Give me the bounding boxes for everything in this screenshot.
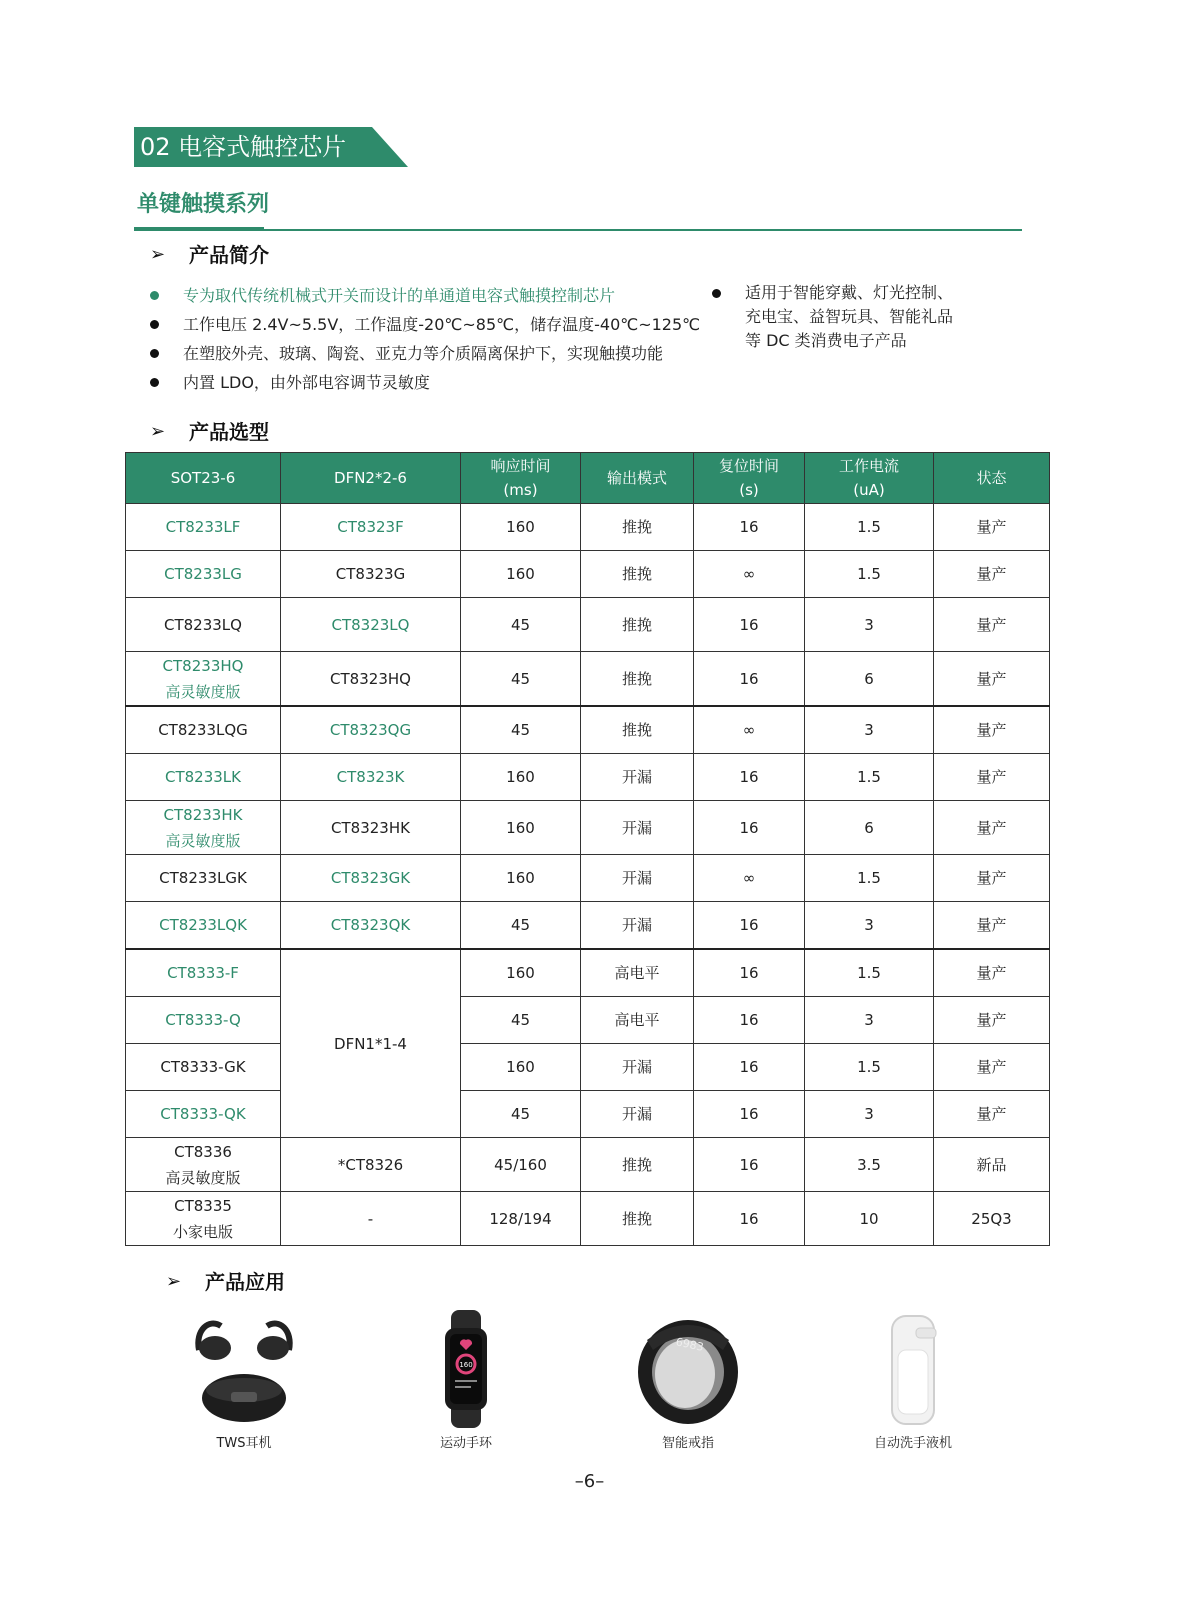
sot-model: CT8233LK xyxy=(126,754,281,801)
sot-model: CT8233LGK xyxy=(126,855,281,902)
output-mode: 推挽 xyxy=(581,652,694,707)
response-time: 160 xyxy=(461,504,581,551)
application-caption: TWS耳机 xyxy=(216,1436,272,1451)
selection-heading: 产品选型 xyxy=(189,420,269,444)
output-mode: 高电平 xyxy=(581,949,694,997)
reset-time: 16 xyxy=(694,598,805,652)
dfn-model: CT8323K xyxy=(281,754,461,801)
working-current: 10 xyxy=(805,1192,934,1246)
bullet-dot-icon xyxy=(150,320,159,329)
arrow-bullet-icon: ➢ xyxy=(150,421,166,442)
response-time: 160 xyxy=(461,551,581,598)
response-time: 45/160 xyxy=(461,1138,581,1192)
table-row xyxy=(126,855,1050,902)
response-time: 128/194 xyxy=(461,1192,581,1246)
status: 25Q3 xyxy=(934,1192,1050,1246)
output-mode: 推挽 xyxy=(581,706,694,754)
working-current: 1.5 xyxy=(805,551,934,598)
reset-time: 16 xyxy=(694,997,805,1044)
working-current: 3 xyxy=(805,997,934,1044)
table-row xyxy=(126,801,1050,855)
application-caption: 自动洗手液机 xyxy=(873,1436,952,1451)
intro-bullet: 工作电压 2.4V~5.5V，工作温度-20℃~85℃，储存温度-40℃~125℃ xyxy=(150,310,710,339)
output-mode: 开漏 xyxy=(581,1044,694,1091)
dfn-model: CT8323QK xyxy=(281,902,461,950)
intro-bullet-list xyxy=(150,281,710,397)
sot-model: CT8333-GK xyxy=(126,1044,281,1091)
output-mode: 开漏 xyxy=(581,855,694,902)
bullet-dot-icon xyxy=(150,349,159,358)
dfn-model: CT8323HQ xyxy=(281,652,461,707)
application-item xyxy=(833,1310,993,1454)
response-time: 160 xyxy=(461,801,581,855)
reset-time: ∞ xyxy=(694,855,805,902)
response-time: 45 xyxy=(461,706,581,754)
status: 量产 xyxy=(934,754,1050,801)
smart-ring-icon xyxy=(633,1310,743,1428)
response-time: 45 xyxy=(461,1091,581,1138)
table-row xyxy=(126,902,1050,950)
status: 量产 xyxy=(934,949,1050,997)
response-time: 160 xyxy=(461,855,581,902)
working-current: 1.5 xyxy=(805,754,934,801)
sot-model: CT8233LF xyxy=(126,504,281,551)
reset-time: 16 xyxy=(694,902,805,950)
dfn-model: CT8323F xyxy=(281,504,461,551)
intro-bullet: 内置 LDO，由外部电容调节灵敏度 xyxy=(150,368,710,397)
response-time: 45 xyxy=(461,997,581,1044)
svg-text:160: 160 xyxy=(459,1361,473,1369)
table-row xyxy=(126,551,1050,598)
response-time: 160 xyxy=(461,1044,581,1091)
working-current: 1.5 xyxy=(805,504,934,551)
working-current: 3 xyxy=(805,706,934,754)
table-row xyxy=(126,754,1050,801)
output-mode: 开漏 xyxy=(581,902,694,950)
status: 量产 xyxy=(934,997,1050,1044)
col-header-current: 工作电流 (uA) xyxy=(805,453,934,504)
dfn-model: CT8323HK xyxy=(281,801,461,855)
dfn-model: CT8323GK xyxy=(281,855,461,902)
status: 量产 xyxy=(934,1091,1050,1138)
table-header-row xyxy=(126,453,1050,504)
col-header-reset: 复位时间 (s) xyxy=(694,453,805,504)
response-time: 160 xyxy=(461,754,581,801)
sot-model: CT8233LG xyxy=(126,551,281,598)
output-mode: 开漏 xyxy=(581,1091,694,1138)
product-selection-table xyxy=(125,452,1050,1246)
dfn-model: CT8323LQ xyxy=(281,598,461,652)
reset-time: 16 xyxy=(694,1138,805,1192)
dfn-model: - xyxy=(281,1192,461,1246)
title-divider xyxy=(134,229,1022,231)
status: 量产 xyxy=(934,706,1050,754)
table-row xyxy=(126,706,1050,754)
reset-time: ∞ xyxy=(694,706,805,754)
intro-bullet: 专为取代传统机械式开关而设计的单通道电容式触摸控制芯片 xyxy=(150,281,710,310)
soap-dispenser-icon xyxy=(858,1310,968,1428)
reset-time: ∞ xyxy=(694,551,805,598)
output-mode: 推挽 xyxy=(581,551,694,598)
svg-text:6983: 6983 xyxy=(674,1335,705,1354)
col-header-mode: 输出模式 xyxy=(581,453,694,504)
table-row xyxy=(126,1044,1050,1091)
reset-time: 16 xyxy=(694,949,805,997)
status: 量产 xyxy=(934,598,1050,652)
application-item xyxy=(164,1310,324,1454)
section-tab-label: 02 电容式触控芯片 xyxy=(140,133,347,161)
table-row xyxy=(126,1138,1050,1192)
status: 量产 xyxy=(934,652,1050,707)
dfn-model: DFN1*1-4 xyxy=(281,949,461,1138)
working-current: 3 xyxy=(805,598,934,652)
arrow-bullet-icon: ➢ xyxy=(150,244,166,265)
arrow-bullet-icon: ➢ xyxy=(166,1271,182,1292)
working-current: 1.5 xyxy=(805,855,934,902)
application-bullet: 适用于智能穿戴、灯光控制、 充电宝、益智玩具、智能礼品 等 DC 类消费电子产品 xyxy=(712,281,1002,353)
output-mode: 推挽 xyxy=(581,1192,694,1246)
intro-heading: 产品简介 xyxy=(189,243,269,267)
output-mode: 开漏 xyxy=(581,754,694,801)
table-row xyxy=(126,598,1050,652)
working-current: 1.5 xyxy=(805,949,934,997)
working-current: 1.5 xyxy=(805,1044,934,1091)
fitness-band-icon xyxy=(411,1310,521,1428)
application-item xyxy=(608,1310,768,1454)
status: 量产 xyxy=(934,902,1050,950)
reset-time: 16 xyxy=(694,1044,805,1091)
col-header-dfn: DFN2*2-6 xyxy=(281,453,461,504)
applications-heading: 产品应用 xyxy=(205,1270,285,1294)
table-row xyxy=(126,1192,1050,1246)
sot-model: CT8333-F xyxy=(126,949,281,997)
dfn-model: *CT8326 xyxy=(281,1138,461,1192)
application-caption: 运动手环 xyxy=(439,1436,492,1451)
status: 量产 xyxy=(934,504,1050,551)
output-mode: 推挽 xyxy=(581,598,694,652)
output-mode: 推挽 xyxy=(581,504,694,551)
status: 量产 xyxy=(934,855,1050,902)
earbuds-icon xyxy=(189,1310,299,1428)
response-time: 160 xyxy=(461,949,581,997)
working-current: 3.5 xyxy=(805,1138,934,1192)
working-current: 3 xyxy=(805,1091,934,1138)
application-caption: 智能戒指 xyxy=(661,1436,714,1451)
sot-model: CT8333-QK xyxy=(126,1091,281,1138)
status: 量产 xyxy=(934,801,1050,855)
table-row xyxy=(126,1091,1050,1138)
output-mode: 高电平 xyxy=(581,997,694,1044)
sot-model: CT8336 高灵敏度版 xyxy=(126,1138,281,1192)
dfn-model: CT8323QG xyxy=(281,706,461,754)
applications-row xyxy=(0,1310,1179,1460)
status: 量产 xyxy=(934,1044,1050,1091)
response-time: 45 xyxy=(461,902,581,950)
section-tab xyxy=(134,127,408,167)
reset-time: 16 xyxy=(694,1091,805,1138)
series-title: 单键触摸系列 xyxy=(137,192,270,217)
title-divider-accent xyxy=(134,227,264,231)
sot-model: CT8233HK 高灵敏度版 xyxy=(126,801,281,855)
reset-time: 16 xyxy=(694,801,805,855)
output-mode: 开漏 xyxy=(581,801,694,855)
output-mode: 推挽 xyxy=(581,1138,694,1192)
response-time: 45 xyxy=(461,652,581,707)
sot-model: CT8333-Q xyxy=(126,997,281,1044)
table-row xyxy=(126,504,1050,551)
bullet-dot-icon xyxy=(712,289,721,298)
status: 量产 xyxy=(934,551,1050,598)
reset-time: 16 xyxy=(694,652,805,707)
bullet-dot-icon xyxy=(150,378,159,387)
table-row xyxy=(126,949,1050,997)
sot-model: CT8233LQ xyxy=(126,598,281,652)
reset-time: 16 xyxy=(694,504,805,551)
working-current: 6 xyxy=(805,801,934,855)
working-current: 3 xyxy=(805,902,934,950)
col-header-status: 状态 xyxy=(934,453,1050,504)
status: 新品 xyxy=(934,1138,1050,1192)
sot-model: CT8335 小家电版 xyxy=(126,1192,281,1246)
col-header-response: 响应时间 (ms) xyxy=(461,453,581,504)
bullet-dot-icon xyxy=(150,291,159,300)
sot-model: CT8233LQK xyxy=(126,902,281,950)
reset-time: 16 xyxy=(694,754,805,801)
intro-bullet: 在塑胶外壳、玻璃、陶瓷、亚克力等介质隔离保护下，实现触摸功能 xyxy=(150,339,710,368)
reset-time: 16 xyxy=(694,1192,805,1246)
table-row xyxy=(126,997,1050,1044)
sot-model: CT8233LQG xyxy=(126,706,281,754)
sot-model: CT8233HQ 高灵敏度版 xyxy=(126,652,281,707)
working-current: 6 xyxy=(805,652,934,707)
dfn-model: CT8323G xyxy=(281,551,461,598)
col-header-sot: SOT23-6 xyxy=(126,453,281,504)
response-time: 45 xyxy=(461,598,581,652)
table-row xyxy=(126,652,1050,707)
application-item xyxy=(386,1310,546,1454)
page-number: –6– xyxy=(574,1471,605,1492)
